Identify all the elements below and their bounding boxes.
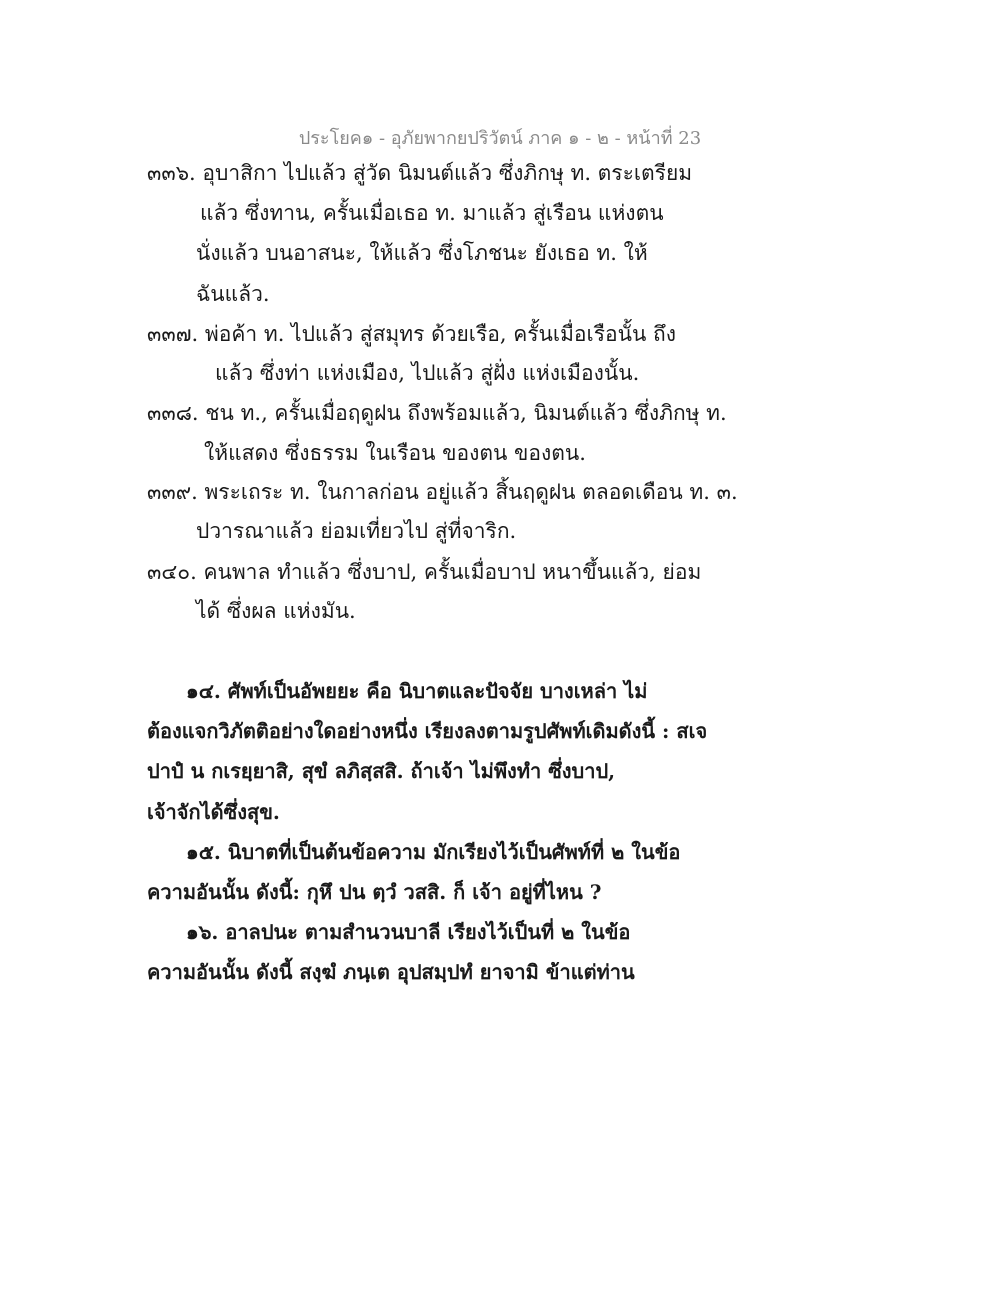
item-336-line-4: ฉันแล้ว.	[196, 282, 270, 306]
item-text: ชน ท., ครั้นเมื่อฤดูฝน ถึงพร้อมแล้ว, นิมนต์แล้ว ซึ่งภิกษุ ท.	[205, 401, 727, 425]
item-text: อุบาสิกา ไปแล้ว สู่วัด นิมนต์แล้ว ซึ่งภิกษุ ท. ตระเตรียม	[202, 161, 693, 185]
rule-14-line-4: เจ้าจักได้ซึ่งสุข.	[147, 800, 280, 824]
item-340-line-1	[147, 558, 701, 586]
item-336-line-1	[147, 159, 692, 187]
item-338-line-2: ให้แสดง ซึ่งธรรม ในเรือน ของตน ของตน.	[204, 441, 586, 465]
item-336-line-3: นั่งแล้ว บนอาสนะ, ให้แล้ว ซึ่งโภชนะ ยังเธอ ท. ให้	[196, 241, 648, 265]
item-number: ๓๔๐.	[147, 560, 197, 584]
rule-14-line-1: ๑๔. ศัพท์เป็นอัพยยะ คือ นิบาตและปัจจัย บางเหล่า ไม่	[186, 679, 648, 703]
item-340-line-2: ได้ ซึ่งผล แห่งมัน.	[196, 599, 356, 623]
item-339-line-1	[147, 478, 738, 506]
rule-15-line-1: ๑๕. นิบาตที่เป็นต้นข้อความ มักเรียงไว้เป็นศัพท์ที่ ๒ ในข้อ	[186, 840, 681, 864]
item-336-line-2: แล้ว ซึ่งทาน, ครั้นเมื่อเธอ ท. มาแล้ว สู่เรือน แห่งตน	[200, 201, 664, 225]
item-number: ๓๓๖.	[147, 161, 196, 185]
item-text: พ่อค้า ท. ไปแล้ว สู่สมุทร ด้วยเรือ, ครั้นเมื่อเรือนั้น ถึง	[204, 322, 676, 346]
item-337-line-2: แล้ว ซึ่งท่า แห่งเมือง, ไปแล้ว สู่ฝั่ง แห่งเมืองนั้น.	[215, 361, 640, 385]
rule-16-line-1: ๑๖. อาลปนะ ตามสำนวนบาลี เรียงไว้เป็นที่ ๒ ในข้อ	[186, 920, 631, 944]
item-338-line-1	[147, 399, 727, 427]
item-337-line-1	[147, 320, 676, 348]
rule-14-line-2: ต้องแจกวิภัตติอย่างใดอย่างหนึ่ง เรียงลงตามรูปศัพท์เดิมดังนี้ : สเจ	[147, 719, 708, 743]
rule-15-line-2: ความอันนั้น ดังนี้: กุหึ ปน ตฺวํ วสสิ. ก็ เจ้า อยู่ที่ไหน ?	[147, 880, 602, 904]
item-text: คนพาล ทำแล้ว ซึ่งบาป, ครั้นเมื่อบาป หนาขึ้นแล้ว, ย่อม	[203, 560, 702, 584]
item-339-line-2: ปวารณาแล้ว ย่อมเที่ยวไป สู่ที่จาริก.	[196, 519, 517, 543]
item-number: ๓๓๗.	[147, 322, 199, 346]
page-header: ประโยค๑ - อุภัยพากยปริวัตน์ ภาค ๑ - ๒ - หน้าที่ 23	[298, 128, 702, 149]
item-text: พระเถระ ท. ในกาลก่อน อยู่แล้ว สิ้นฤดูฝน ตลอดเดือน ท. ๓.	[204, 480, 738, 504]
rule-14-line-3: ปาปํ น กเรยฺยาสิ, สุขํ ลภิสฺสสิ. ถ้าเจ้า ไม่พึงทำ ซึ่งบาป,	[147, 759, 616, 783]
item-number: ๓๓๙.	[147, 480, 198, 504]
item-number: ๓๓๘.	[147, 401, 199, 425]
rule-16-line-2: ความอันนั้น ดังนี้ สงฺฆํ ภนฺเต อุปสมฺปทํ ยาจามิ ข้าแต่ท่าน	[147, 960, 635, 984]
